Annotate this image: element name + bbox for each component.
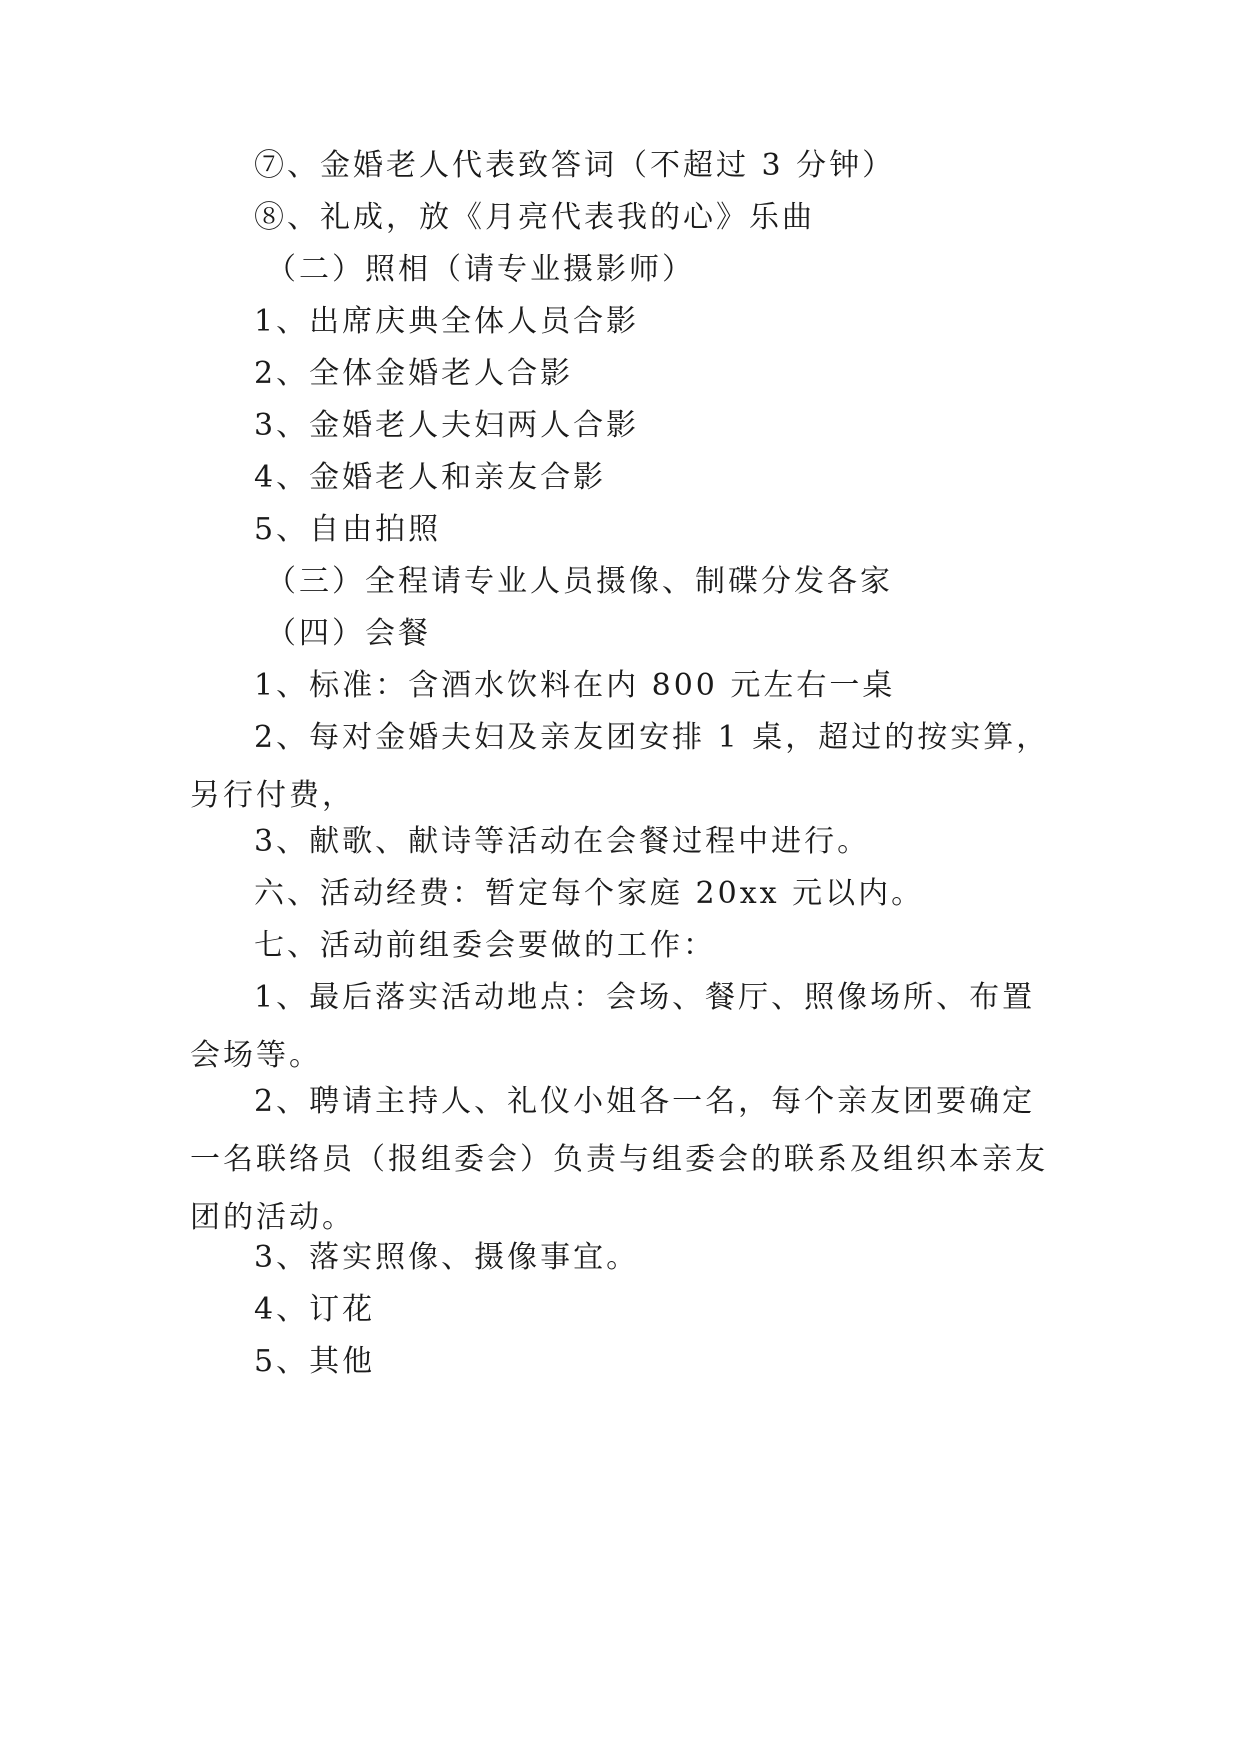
paragraph-line-11: 1、标准：含酒水饮料在内 800 元左右一桌 [254,668,896,703]
paragraph-line-2: ⑧、礼成，放《月亮代表我的心》乐曲 [254,200,815,235]
paragraph-line-14: 六、活动经费：暂定每个家庭 20xx 元以内。 [254,876,925,911]
paragraph-line-4: 1、出席庆典全体人员合影 [254,304,640,339]
section-heading-video: （三）全程请专业人员摄像、制碟分发各家 [266,564,893,599]
paragraph-line-8: 5、自由拍照 [254,512,442,547]
paragraph-line-12: 2、每对金婚夫妇及亲友团安排 1 桌，超过的按实算，另行付费， [190,720,1050,813]
section-heading-dinner: （四）会餐 [266,616,431,651]
paragraph-line-7: 4、金婚老人和亲友合影 [254,460,607,495]
section-heading-photo: （二）照相（请专业摄影师） [266,252,695,287]
paragraph-line-19: 4、订花 [254,1292,376,1327]
paragraph-line-1: ⑦、金婚老人代表致答词（不超过 3 分钟） [254,148,896,183]
paragraph-line-13: 3、献歌、献诗等活动在会餐过程中进行。 [254,824,871,859]
paragraph-line-5: 2、全体金婚老人合影 [254,356,574,391]
paragraph-line-6: 3、金婚老人夫妇两人合影 [254,408,640,443]
paragraph-line-16: 1、最后落实活动地点：会场、餐厅、照像场所、布置会场等。 [190,980,1036,1073]
paragraph-line-15: 七、活动前组委会要做的工作： [254,928,716,963]
paragraph-line-18: 3、落实照像、摄像事宜。 [254,1240,640,1275]
paragraph-line-17: 2、聘请主持人、礼仪小姐各一名，每个亲友团要确定一名联络员（报组委会）负责与组委会的联系及组织本亲友团的活动。 [190,1084,1048,1235]
paragraph-line-20: 5、其他 [254,1344,376,1379]
